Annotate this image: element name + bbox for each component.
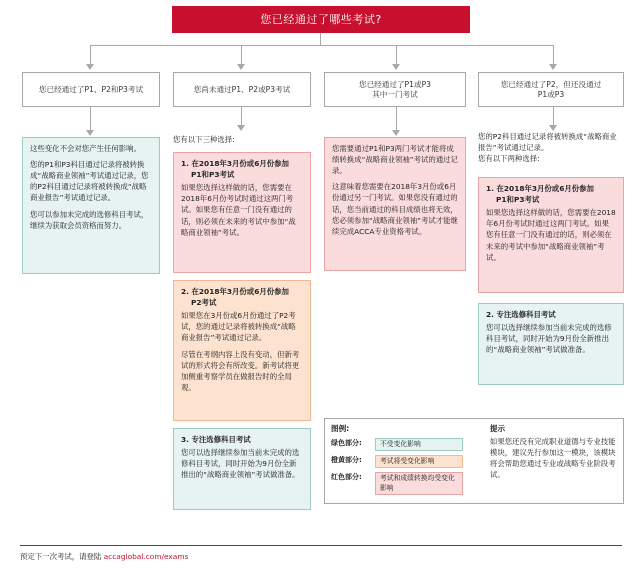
options-intro <box>478 131 624 164</box>
options-intro-line: 您的P2科目通过记录将被转换成“战略商业报告”考试通过记录。 <box>478 132 617 153</box>
outcome-box-affected <box>324 137 466 271</box>
connector <box>241 107 242 126</box>
arrow-down-icon <box>237 125 245 131</box>
connector <box>553 107 554 126</box>
outcome-text: 您需要通过P1和P3两门考试才能将成绩转换成“战略商业领袖”考试的通过记录。 <box>332 144 458 176</box>
option-title: 2. 专注选修科目考试 <box>486 310 556 319</box>
outcome-text: 这意味着您需要在2018年3月份或6月份通过另一门考试。如果您没有通过的话，您当前通过的科目成绩也将无效，您必须参加“战略商业领袖”考试才能继续完成ACCA专业资格考试。 <box>332 182 458 236</box>
arrow-down-icon <box>549 64 557 70</box>
legend-item-green <box>331 438 478 451</box>
legend-swatch: 考试和成绩转换均受变化影响 <box>375 472 463 494</box>
question-box-passed-all <box>22 72 160 107</box>
question-label-line1: 您已经通过了P1或P3 <box>359 79 431 89</box>
option-title-line2: P1和P3考试 <box>496 195 540 205</box>
option-text: 如果您在3月份或6月份通过了P2考试，您的通过记录将被转换成“战略商业报告”考试通过记录。 <box>181 311 296 343</box>
question-box-passed-none <box>173 72 311 107</box>
option-title-line1: 1. 在2018年3月份或6月份参加 <box>181 159 289 168</box>
legend-swatch: 不受变化影响 <box>375 438 463 451</box>
option-text: 如果您选择这样做的话，您需要在2018年6月份考试时通过这两门考试。如果您有任意一门没有通过的话，则必须在未来的考试中参加“战略商业领袖”考试。 <box>181 183 296 237</box>
tip-title: 提示 <box>489 424 506 433</box>
footer-link[interactable]: accaglobal.com/exams <box>103 552 189 561</box>
legend-item-red <box>331 472 478 494</box>
question-label-line2: P1或P3 <box>537 89 565 99</box>
connector <box>396 107 397 131</box>
question-label: 您已经通过了P1、P2和P3考试 <box>38 84 144 94</box>
arrow-down-icon <box>86 130 94 136</box>
footer-divider <box>20 545 622 546</box>
legend <box>324 418 624 504</box>
option-title <box>181 158 303 180</box>
arrow-down-icon <box>86 64 94 70</box>
option-title <box>486 183 616 205</box>
page-title: 您已经通过了哪些考试? <box>172 6 470 33</box>
legend-key: 绿色部分: <box>331 439 362 447</box>
option-box-electives <box>478 303 624 385</box>
option-box-electives <box>173 428 311 510</box>
footer <box>20 552 188 563</box>
question-label-line1: 您已经通过了P2，但还没通过 <box>500 79 602 89</box>
legend-swatch: 考试将受变化影响 <box>375 455 463 468</box>
option-title-line2: P2考试 <box>191 298 217 308</box>
title-connector <box>320 33 321 45</box>
option-title-line2: P1和P3考试 <box>191 170 235 180</box>
outcome-text: 您的P1和P3科目通过记录将被转换成“战略商业领袖”考试通过记录，您的P2科目通过记录将被转换成“战略商业报告”考试通过记录。 <box>30 160 149 203</box>
option-box-p2 <box>173 280 311 421</box>
footer-text: 预定下一次考试，请登陆 <box>20 552 104 561</box>
question-box-passed-p2 <box>478 72 624 107</box>
option-title-line1: 2. 在2018年3月份或6月份参加 <box>181 287 289 296</box>
option-box-p1-p3 <box>478 177 624 293</box>
legend-item-orange <box>331 455 478 468</box>
option-text: 如果您选择这样做的话，您需要在2018年6月份考试时通过这两门考试。如果您有任意一门没有通过的话，则必须在未来的考试中参加“战略商业领袖”考试。 <box>486 208 616 262</box>
option-title: 3. 专注选修科目考试 <box>181 435 251 444</box>
legend-title: 图例: <box>331 424 350 433</box>
question-box-passed-p1-or-p3 <box>324 72 466 107</box>
outcome-text: 您可以参加未完成的选修科目考试，继续为获取会员资格而努力。 <box>30 209 149 230</box>
option-text: 尽管在考纲内容上没有变动，但新考试的形式将会有所改变。新考试将更加侧重考察学员在做报告时的全局观。 <box>181 349 300 392</box>
question-label: 您尚未通过P1、P2或P3考试 <box>193 84 291 94</box>
legend-key: 红色部分: <box>331 473 362 482</box>
option-title-line1: 1. 在2018年3月份或6月份参加 <box>486 184 594 193</box>
option-text: 您可以选择继续参加当前未完成的选修科目考试，同时开始为9月份全新推出的“战略商业领袖”考试做准备。 <box>486 323 612 355</box>
branch-drop-1 <box>90 45 91 65</box>
connector <box>90 107 91 131</box>
branch-drop-4 <box>553 45 554 65</box>
branch-drop-3 <box>396 45 397 65</box>
tip-text: 如果您还没有完成职业道德与专业技能模块，建议先行参加这一模块，该模块将会帮助您通过专业或战略专业阶段考试。 <box>489 437 616 480</box>
option-text: 您可以选择继续参加当前未完成的选修科目考试，同时开始为9月份全新推出的“战略商业领袖”考试做准备。 <box>181 448 300 480</box>
branch-drop-2 <box>241 45 242 65</box>
legend-key: 橙黄部分: <box>331 456 362 465</box>
arrow-down-icon <box>237 64 245 70</box>
question-label-line2: 其中一门考试 <box>372 89 418 99</box>
branch-line <box>90 45 554 46</box>
arrow-down-icon <box>392 64 400 70</box>
arrow-down-icon <box>392 130 400 136</box>
option-title <box>181 286 303 308</box>
outcome-box-unaffected <box>22 137 160 274</box>
outcome-text: 这些变化不会对您产生任何影响。 <box>30 144 141 153</box>
options-intro: 您有以下三种选择: <box>173 135 235 144</box>
options-intro-line: 您有以下两种选择: <box>478 154 540 164</box>
option-box-p1-p3 <box>173 152 311 273</box>
